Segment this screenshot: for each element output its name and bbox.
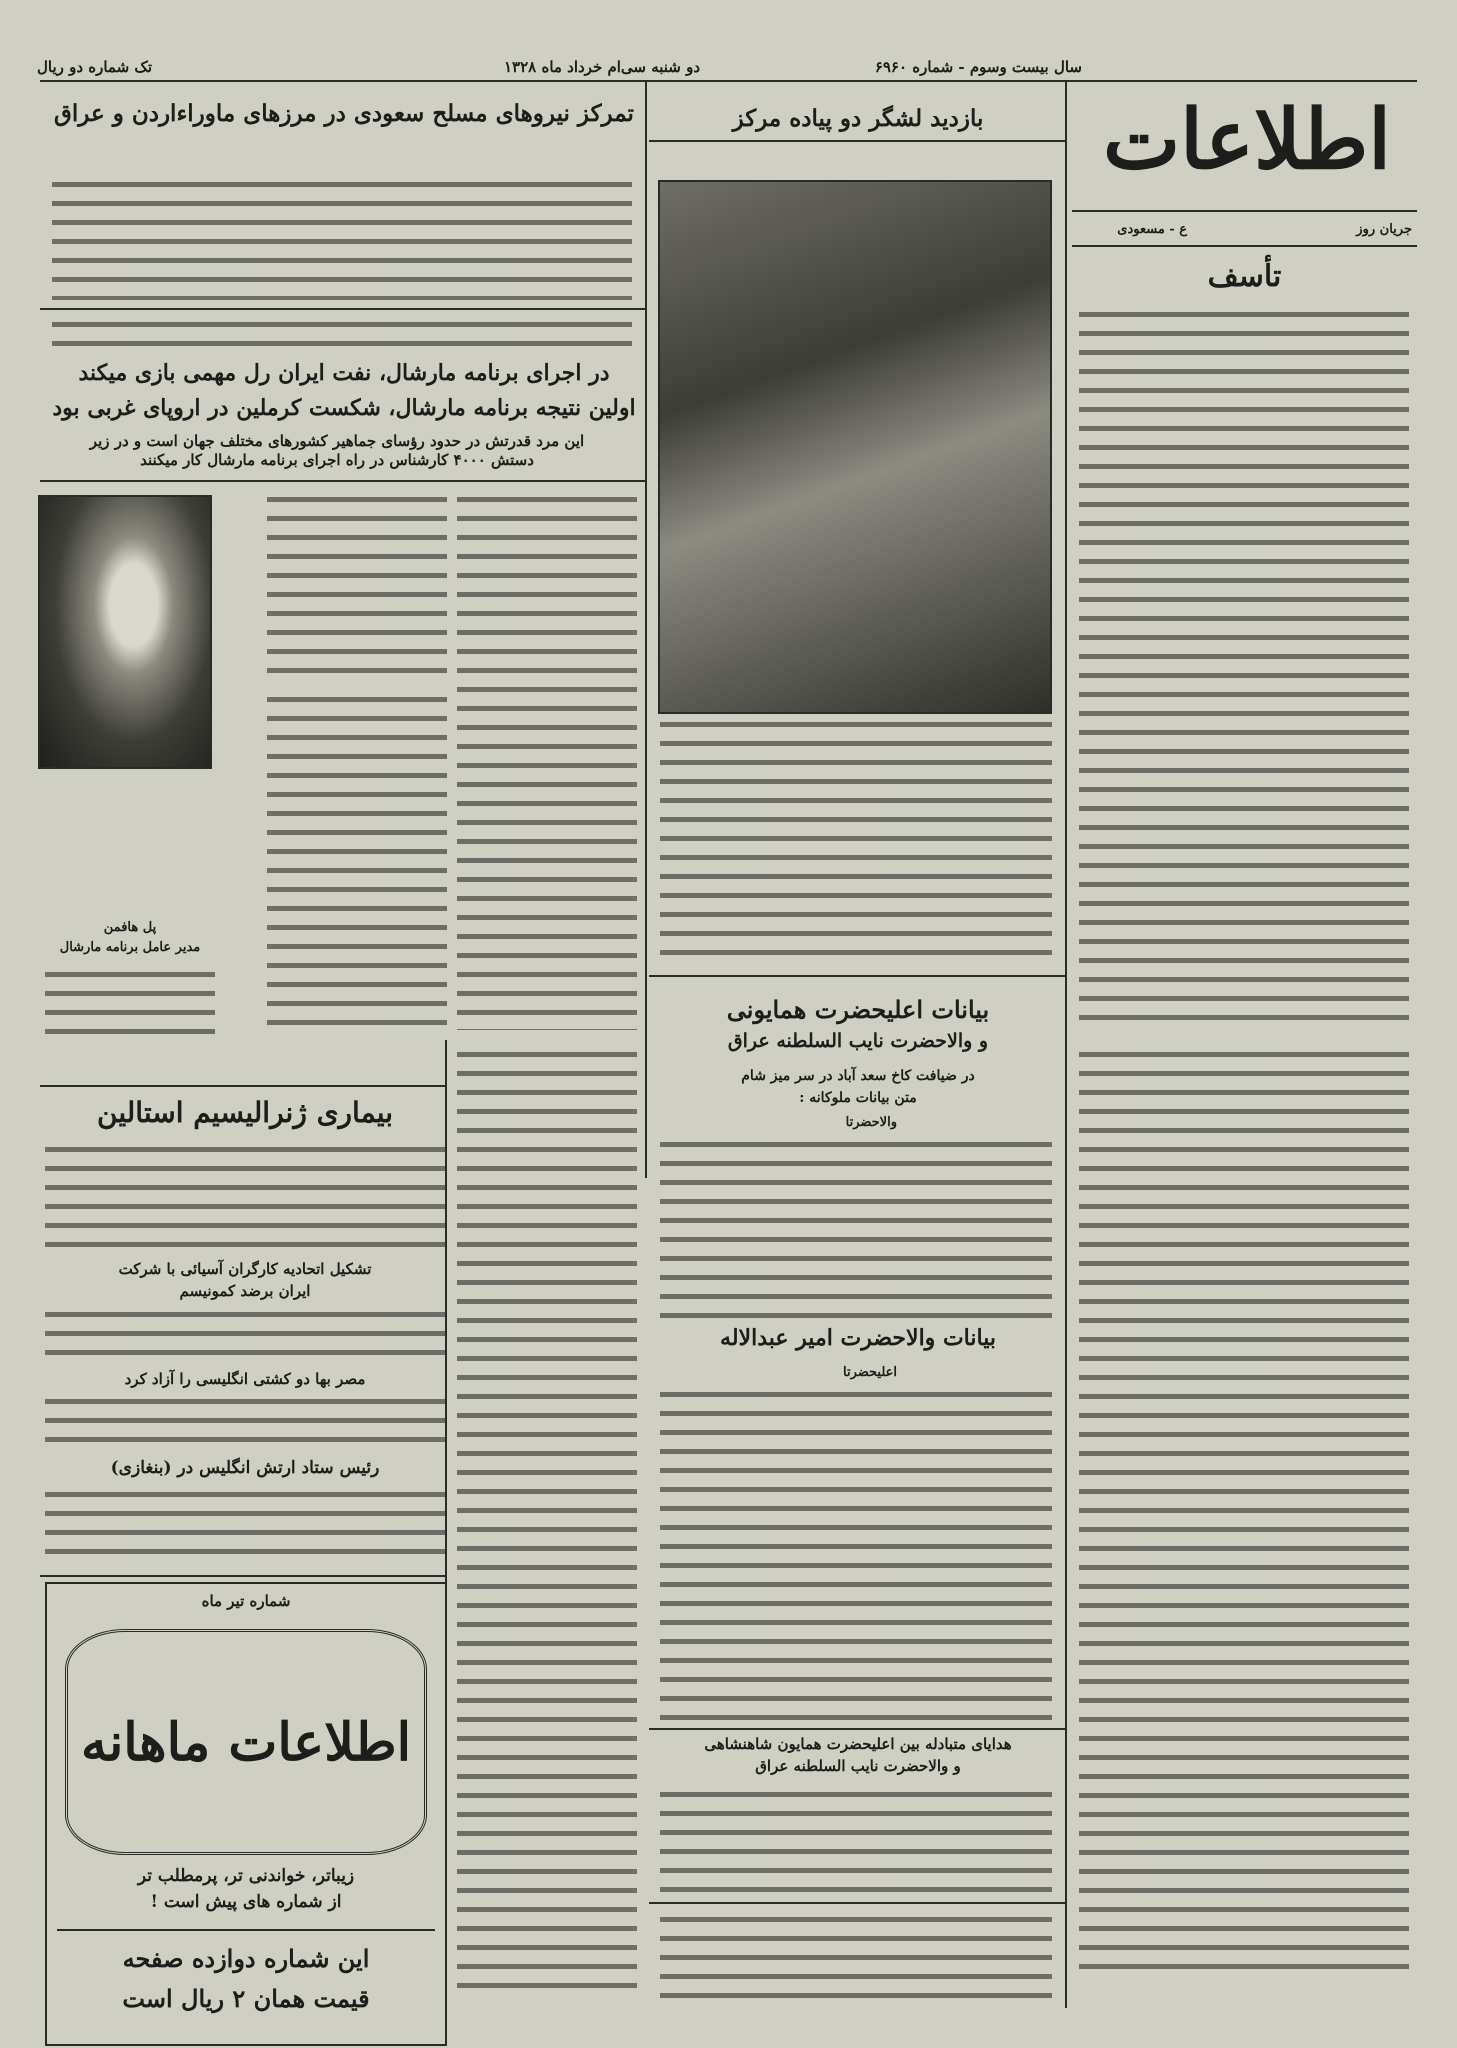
royal-headline-2: و والاحضرت نایب السلطنه عراق (727, 1030, 989, 1052)
egypt-ships-headline: مصر بها دو کشتی انگلیسی را آزاد کرد (124, 1370, 366, 1388)
section-rule (40, 480, 645, 482)
editorial-headline: تأسف (1207, 259, 1282, 294)
monthly-logo: اطلاعات ماهانه (65, 1629, 427, 1855)
stalin-headline: بیماری ژنرالیسیم استالین (97, 1096, 393, 1129)
marshall-subhead: این مرد قدرتش در حدود رؤسای جماهیر کشورهای مختلف جهان است و در زیر دستش ۴۰۰۰ کارشناس در راه اجرای برنامه مارشال کار میکنند (89, 432, 585, 469)
marshall-headline-2: اولین نتیجه برنامه مارشال، شکست کرملین در اروپای غربی بود (52, 395, 636, 421)
royal-sub-1: در ضیافت کاخ سعد آباد در سر میز شام (741, 1068, 975, 1084)
section-rule (1072, 245, 1417, 247)
gifts-headline-1: هدایای متبادله بین اعلیحضرت همایون شاهنشاهی (704, 1735, 1012, 1753)
masthead-rule (1072, 210, 1417, 212)
marshall-body-col-4 (45, 965, 215, 1035)
marshall-headline-1: در اجرای برنامه مارشال، نفت ایران رل مهمی بازی میکند (78, 360, 610, 386)
asian-union-headline-1: تشکیل اتحادیه کارگران آسیائی با شرکت (118, 1260, 372, 1278)
editorial-body (1079, 305, 1409, 1025)
section-rule (649, 1728, 1065, 1730)
marshall-body-col-2 (267, 490, 447, 680)
footer-line-2: قیمت همان ۲ ریال است (122, 1984, 370, 2013)
royal-sub-2: متن بیانات ملوکانه : (799, 1090, 917, 1106)
saudi-forces-headline: تمرکز نیروهای مسلح سعودی در مرزهای ماوراءاردن و عراق (54, 100, 634, 127)
monthly-tagline-1: زیباتر، خواندنی تر، پرمطلب تر (137, 1866, 355, 1886)
benghazi-headline: رئیس ستاد ارتش انگلیس در (بنغازی) (110, 1458, 380, 1478)
author-name: ع - مسعودی (1117, 222, 1187, 237)
footer-line-1: این شماره دوازده صفحه (122, 1944, 370, 1973)
column-rule (1065, 82, 1067, 2008)
ad-rule (57, 1929, 435, 1931)
issue-number: سال بیست وسوم - شماره ۶۹۶۰ (874, 58, 1082, 76)
gifts-body (660, 1785, 1052, 1895)
gifts-headline-2: و والاحضرت نایب السلطنه عراق (755, 1757, 961, 1775)
royal-headline-1: بیانات اعلیحضرت همایونی (726, 995, 990, 1024)
section-label: جریان روز (1356, 222, 1412, 237)
royal-speech-body (660, 1135, 1052, 1325)
army-visit-headline: بازدید لشگر دو پیاده مرکز (732, 105, 984, 132)
monthly-tagline-2: از شماره های پیش است ! (150, 1892, 342, 1912)
masthead-logo: اطلاعات (1102, 92, 1392, 188)
section-rule (40, 1085, 445, 1087)
benghazi-body (45, 1485, 445, 1565)
saudi-forces-body (52, 175, 632, 300)
royal-address-2: اعلیحضرتا (842, 1365, 897, 1380)
portrait-caption-title: مدیر عامل برنامه مارشال (59, 940, 201, 955)
monthly-ad-label: شماره تیر ماه (201, 1592, 291, 1610)
royal-address-1: والاحضرتا (845, 1115, 897, 1130)
portrait-caption-name: پل هافمن (103, 920, 157, 935)
marshall-body-col-1 (457, 490, 637, 1030)
headline-rule (649, 140, 1065, 142)
column-rule (645, 82, 647, 1178)
section-rule (649, 1902, 1065, 1904)
section-rule (649, 975, 1065, 977)
egypt-ships-body (45, 1392, 445, 1452)
asian-union-headline-2: ایران برضد کمونیسم (179, 1282, 311, 1300)
asian-union-body (45, 1305, 445, 1365)
top-rule (40, 80, 1417, 82)
marshall-kicker (52, 315, 632, 330)
abdulilah-headline: بیانات والاحضرت امیر عبدالاله (720, 1325, 996, 1351)
section-rule (40, 308, 645, 310)
marshall-body-col-3 (267, 690, 447, 1035)
army-visit-photo (658, 180, 1052, 714)
stalin-body (45, 1140, 445, 1255)
section-rule (40, 1575, 445, 1577)
continuation-body (660, 1910, 1052, 2000)
issue-date: دو شنبه سی‌ام خرداد ماه ۱۳۲۸ (504, 58, 700, 76)
marshall-continued-col (457, 1045, 637, 2000)
army-visit-caption-text (660, 715, 1052, 960)
monthly-ad (45, 1582, 447, 2046)
editorial-continued (1079, 1045, 1409, 1980)
hoffman-portrait (38, 495, 212, 769)
issue-price: تک شماره دو ریال (37, 58, 152, 76)
abdulilah-speech-body (660, 1385, 1052, 1720)
